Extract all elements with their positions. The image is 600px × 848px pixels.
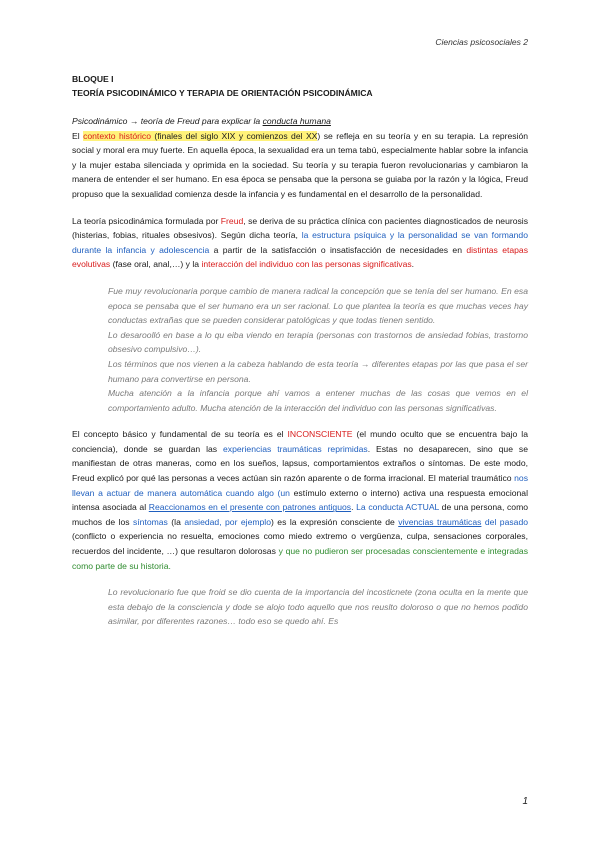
highlight-pasado: del pasado <box>484 516 528 527</box>
highlight-experiencias: experiencias traumáticas reprimidas <box>223 443 368 454</box>
quote-line: Lo revolucionario fue que froid se dio cuenta de la importancia del incosticnete (zona oculta en la mente que esta debajo de la consciencia y dode se alojo todo aquello que nos reuslto doloroso o que no hemos podido asimilar, por diferentes razones… todo eso se quedo ahí. Es <box>108 587 528 627</box>
highlight-inconsciente: INCONSCIENTE <box>287 429 353 440</box>
highlight-freud: Freud <box>220 215 244 226</box>
highlight-contexto: contexto histórico <box>83 130 151 141</box>
highlight-vivencias: vivencias traumáticas <box>398 516 482 527</box>
highlight-procesadas: y que no pudieron ser procesadas conscientemente e integradas como parte de su historia. <box>72 546 528 571</box>
quote-line: Los términos que nos vienen a la cabeza hablando de esta teoría → diferentes etapas por las que pasa el ser humano para convertirse en persona. <box>108 358 528 384</box>
page-content <box>72 72 528 629</box>
paragraph-teoria: La teoría psicodinámica formulada por Freud, se deriva de su práctica clínica con pacientes diagnosticados de neurosis (histerias, fobias, rituales obsesivos). Según dicha teoría, la estructura psíquica y la personalidad se van formando durante la infancia y adolescencia a partir de la satisfacción o insatisfacción de necesidades en distintas etapas evolutivas (fase oral, anal,…) y la interacción del individuo con las personas significativas. <box>72 215 528 270</box>
quote-line: Lo desaroolló en base a lo qu eiba viendo en terapia (personas con trastornos de ansiedad fobias, trastorno obsesivo compulsivo…). <box>108 329 528 355</box>
highlight-interaccion: interacción del individuo con las personas significativas <box>201 259 412 270</box>
highlight-siglo: finales del siglo XIX y comienzos del XX <box>157 130 318 141</box>
bloque-label: BLOQUE I <box>72 74 114 84</box>
page-number: 1 <box>522 796 528 807</box>
intro-line: Psicodinámico → teoría de Freud para explicar la conducta humana <box>72 116 331 126</box>
paragraph-context: El contexto histórico (finales del siglo XIX y comienzos del XX) se refleja en su teoría y en su terapia. La represión social y moral era muy fuerte. En aquella época, la sexualidad era un tema tabú, especialmente hablar sobre la infancia y la mujer estaba silenciada y oprimida en la sociedad. Su teoría y su terapia fueron revolucionarias y cambiaron la manera de entender el ser humano. En esa época se pensaba que la persona se guiaba por la razón y la lógica, Freud propuso que la sexualidad comienza desde la infancia y es fundamental en el desarrollo de la personalidad. <box>72 130 529 199</box>
page-header: Ciencias psicosociales 2 <box>435 37 528 47</box>
bloque-title: TEORÍA PSICODINÁMICO Y TERAPIA DE ORIENTACIÓN PSICODINÁMICA <box>72 88 373 98</box>
paragraph-inconsciente: El concepto básico y fundamental de su teoría es el INCONSCIENTE (el mundo oculto que se encuentra bajo la conciencia), donde se guardan las experiencias traumáticas reprimidas. Estas no desaparecen, sino que se manifiestan de otras maneras, como en los sueños, lapsus, comportamientos extraños o síntomas. De este modo, Freud explicó por qué las personas a veces actúan sin razón aparente o de forma irracional. El material traumático nos llevan a actuar de manera automática cuando algo (un estímulo externo o interno) activa una respuesta emocional intensa asociada al Reaccionamos en el presente con patrones antiguos. La conducta ACTUAL de una persona, como muchos de los síntomas (la ansiedad, por ejemplo) es la expresión consciente de vivencias traumáticas del pasado (conflicto o experiencia no resuelta, emociones como miedo extremo o vergüenza, culpa, sensaciones corporales, recuerdos del incidente, …) que resultaron dolorosas y que no pudieron ser procesadas conscientemente e integradas como parte de su historia. <box>72 429 529 571</box>
highlight-estructura: la estructura psíquica y la personalidad se van formando durante la infancia y adolescencia <box>72 230 528 255</box>
quote-line: Fue muy revolucionaria porque cambio de manera radical la concepción que se tenía del ser humano. En esa epoca se pensaba que el ser humano era un ser racional. Lo que plantea la teoría es que muchas veces hay conductas extrañas que se pueden considerar patológicas y que todas tienen sentido. <box>108 285 528 326</box>
highlight-etapas: distintas etapas evolutivas <box>72 244 528 270</box>
highlight-automatica: nos llevan a actuar de manera automática cuando algo (un <box>72 473 528 498</box>
highlight-reaccionamos: Reaccionamos en el presente con patrones antiguos <box>148 502 352 513</box>
highlight-sintomas: síntomas <box>132 516 168 527</box>
highlight-ansiedad: ansiedad, por ejemplo <box>184 516 271 527</box>
note-quote-1 <box>108 284 528 415</box>
quote-line: Mucha atención a la infancia porque ahí vamos a entener muchas de las cosas que vemos en el comportamiento adulto. Mucha atención de la interacción del individuo con las personas significativas. <box>108 388 528 413</box>
highlight-conducta-actual: La conducta ACTUAL <box>356 502 440 513</box>
note-quote-2 <box>108 585 528 629</box>
intro-underlined: conducta humana <box>262 116 331 126</box>
